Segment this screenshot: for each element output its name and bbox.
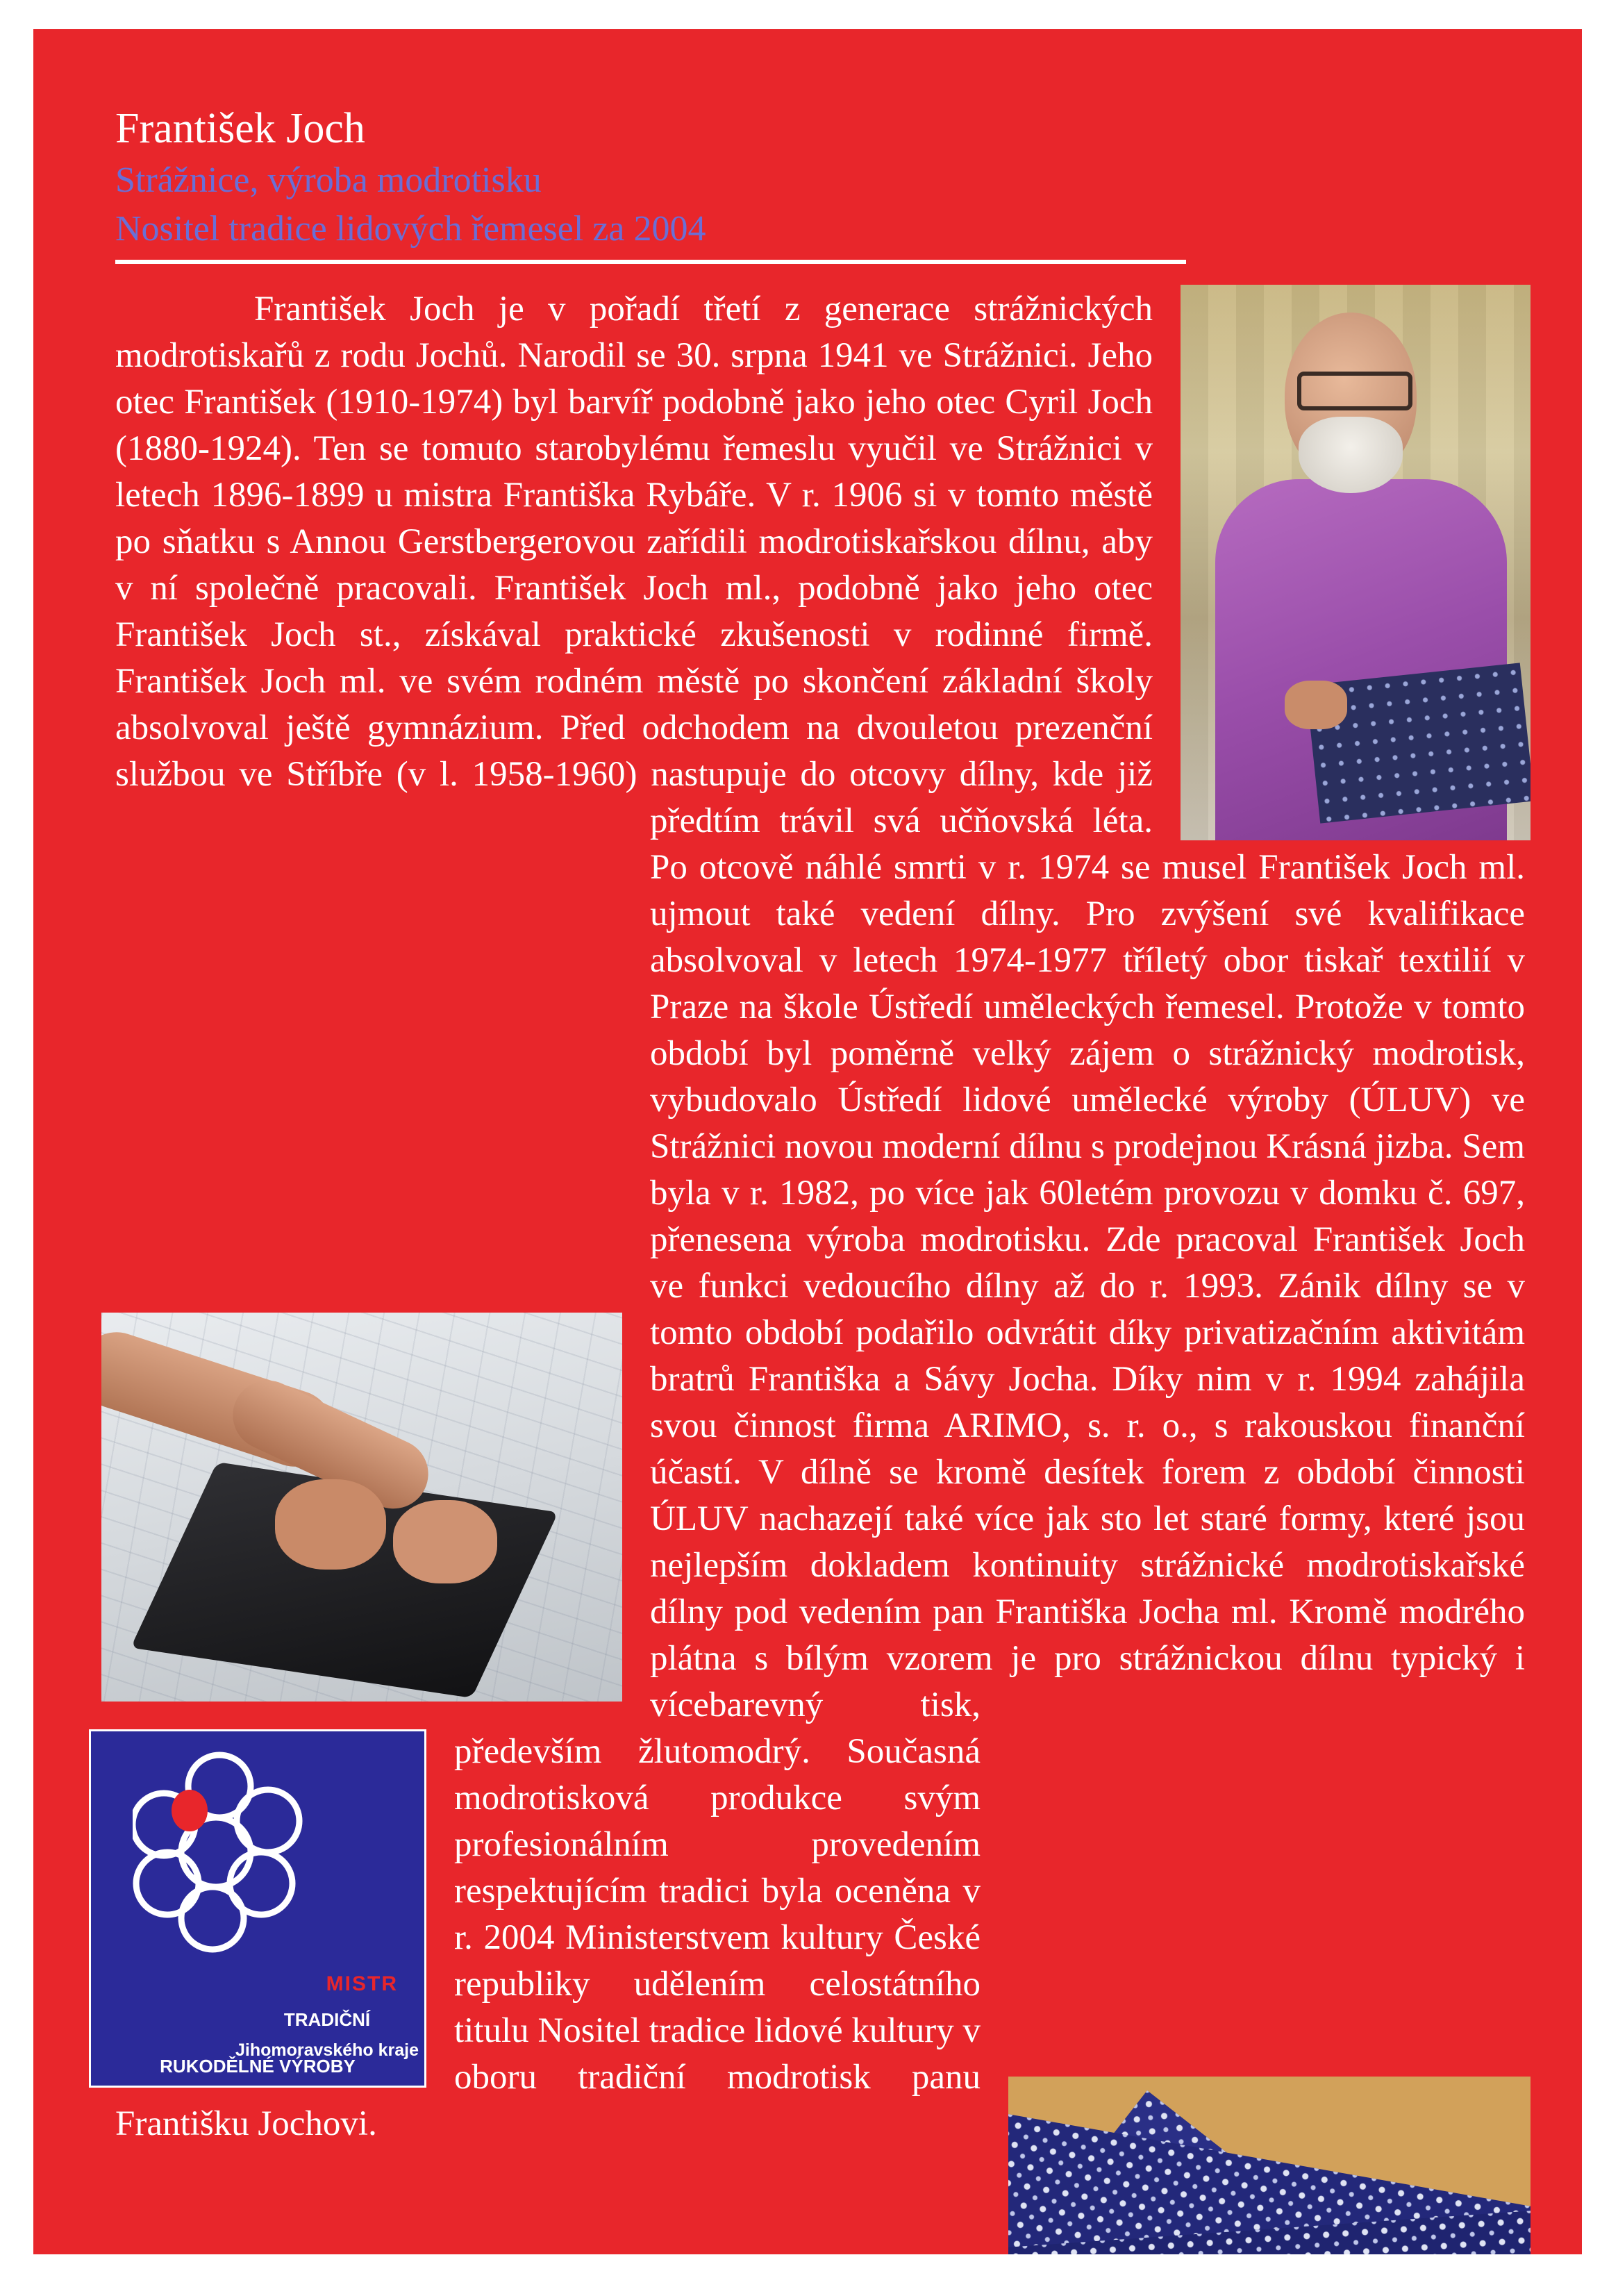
- blueprint-fabric-photo: [1008, 2077, 1531, 2254]
- logo-mistr-text: MISTR: [326, 1972, 398, 1995]
- article-paragraph: František Joch je v pořadí třetí z generace strážnických modrotiskařů z rodu Jochů. Narodil se 30. srpna 1941 ve Strážnici. Jeho otec František (1910-1974) byl barvíř podobně jako jeho otec Cyril Joch (1880-1924). Ten se tomuto starobylému řemeslu vyučil ve Strážnici v letech 1896-1899 u mistra Františka Rybáře. V r. 1906 si v tomto městě po sňatku s Annou Gerstbergerovou zařídili modrotiskařskou dílnu, aby v ní společně pracovali. František Joch ml., podobně jako jeho otec František Joch st., získával praktické zkušenosti v rodinné firmě. František Joch ml. ve svém rodném městě po skončení základní školy absolvoval ještě gymnázium. Před odchodem na dvouletou prezenční službou ve Stříbře (v l. 1958-1960) nastupuje do otcovy dílny, kde již předtím trávil svá učňovská léta. Po otcově náhlé smrti v r. 1974 se musel František Joch ml. ujmout také vedení dílny. Pro zvýšení své kvalifikace absolvoval v letech 1974-1977 tříletý obor tiskař textilií v Praze na škole Ústředí uměleckých řemesel. Protože v tomto období byl poměrně velký zájem o strážnický modrotisk, vybudovalo Ústředí lidové umělecké výroby (ÚLUV) ve Strážnici novou moderní dílnu s prodejnou Krásná jizba. Sem byla v r. 1982, po více jak 60letém provozu v domku č. 697, přenesena výroba modrotisku. Zde pracoval František Joch ve funkci vedoucího dílny až do r. 1993. Zánik dílny se v tomto období podařilo odvrátit díky privatizačním aktivitám bratrů Františka a Sávy Jocha. Díky nim v r. 1994 zahájila svou činnost firma ARIMO, s. r. o., s rakouskou finanční účastí. V dílně se kromě desítek forem z období činnosti ÚLUV nachazejí také více jak sto let staré formy, které jsou nejlepším dokladem kontinuity strážnické modrotiskařské dílny pod vedením pan Františka Jocha ml. Kromě modrého plátna s bílým vzorem je pro strážnickou dílnu typický i vícebarevný tisk, především žlutomodrý. Současná modrotisková produkce svým profesionálním provedením respektujícím tradici byla oceněna v r. 2004 Ministerstvem kultury České republiky udělením celostátního titulu Nositel tradice lidové kultury v oboru tradiční modrotisk panu Františku Jochovi.: [115, 290, 1525, 2143]
- header-divider: [115, 260, 1186, 264]
- mistr-logo: [89, 1729, 426, 2088]
- flower-icon: [133, 1748, 306, 1956]
- logo-line-1: TRADIČNÍ RUKODĚLNÉ VÝROBY: [160, 2009, 371, 2077]
- page: [33, 29, 1582, 2254]
- location-craft: Strážnice, výroba modrotisku: [115, 160, 542, 200]
- logo-line-2: Jihomoravského kraje: [235, 2040, 419, 2060]
- person-name: František Joch: [115, 105, 365, 152]
- printing-block-photo: [101, 1313, 622, 1702]
- portrait-photo: [1181, 285, 1531, 840]
- article-body: [115, 286, 1525, 2254]
- award-title: Nositel tradice lidových řemesel za 2004: [115, 209, 706, 249]
